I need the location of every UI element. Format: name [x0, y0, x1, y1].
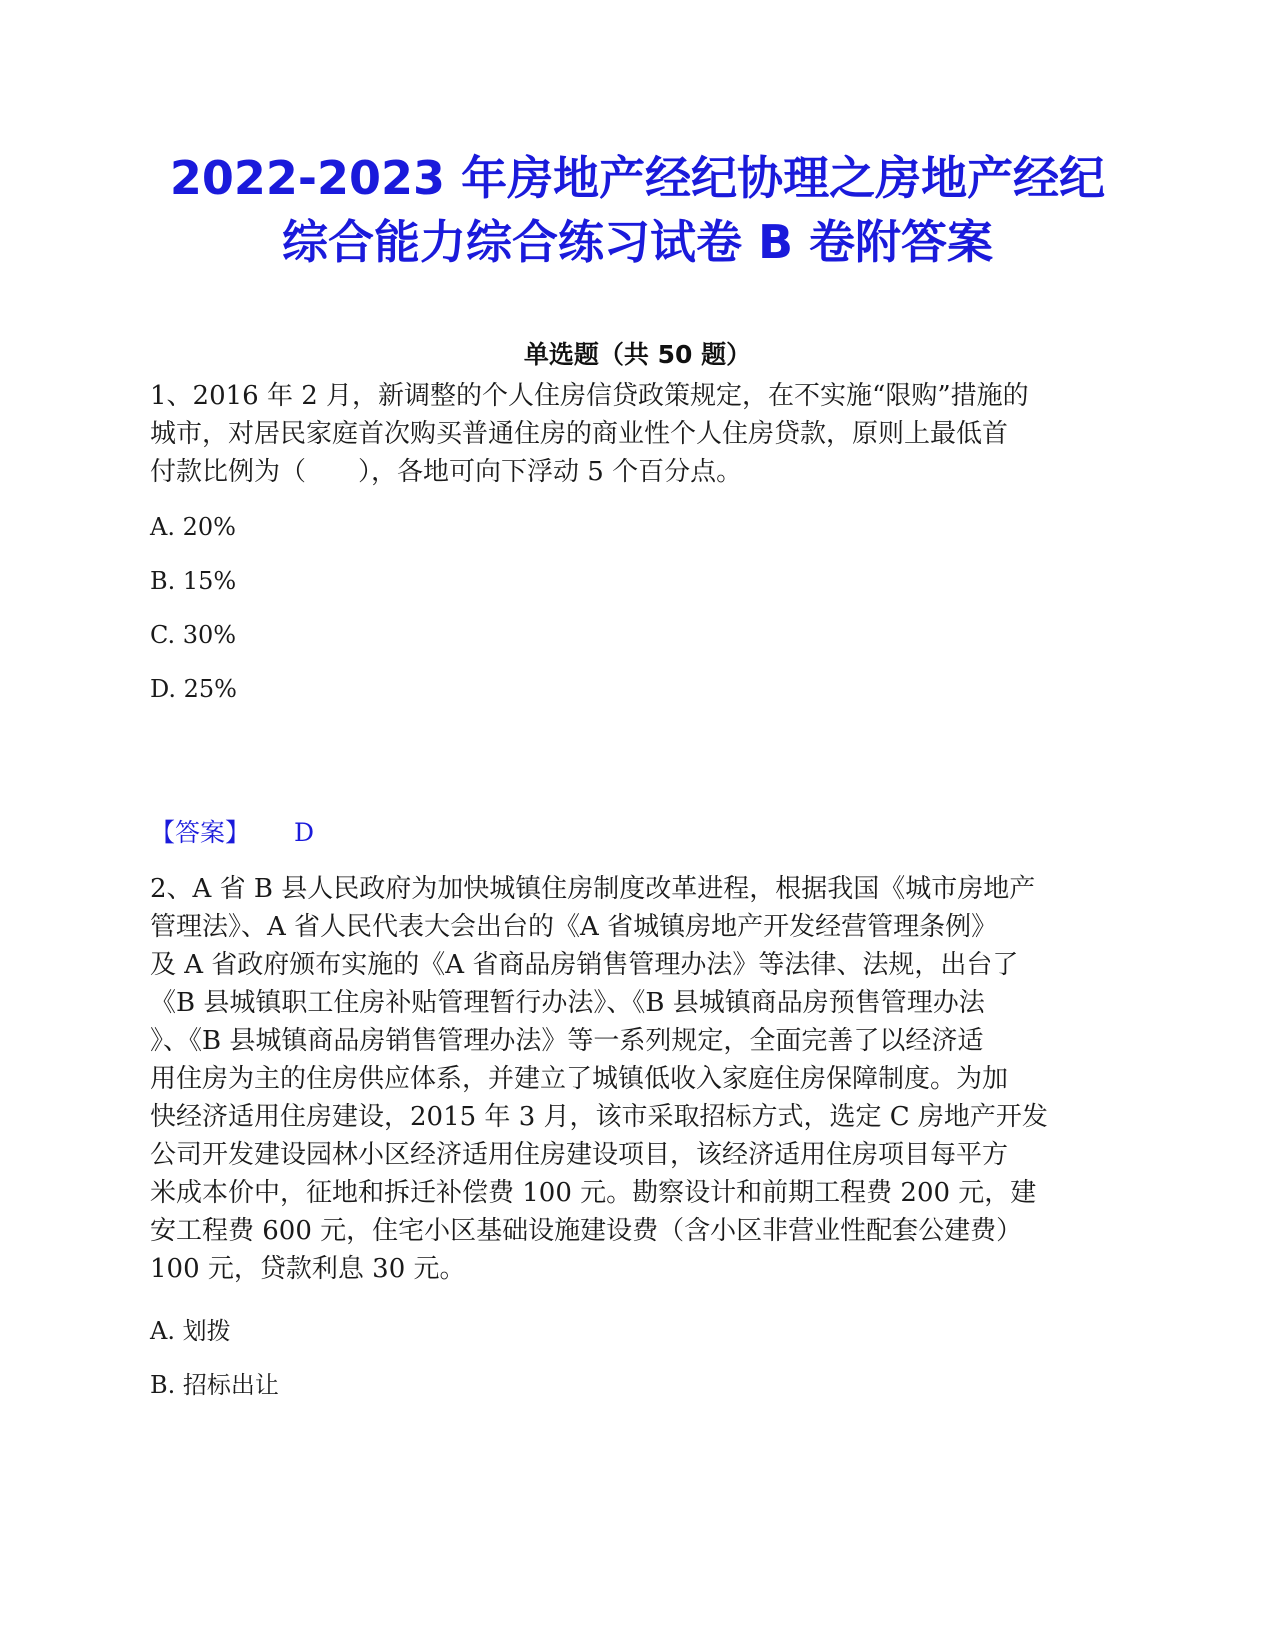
question-2-line-7: 快经济适用住房建设，2015 年 3 月，该市采取招标方式，选定 C 房地产开发 — [150, 1102, 1048, 1132]
question-2-line-8: 公司开发建设园林小区经济适用住房建设项目，该经济适用住房项目每平方 — [150, 1140, 1009, 1170]
answer-value: D — [294, 818, 315, 847]
question-1-option-d: D. 25% — [150, 675, 237, 703]
question-1-line-3: 付款比例为（ ），各地可向下浮动 5 个百分点。 — [150, 457, 743, 487]
question-2-line-5: 》、《B 县城镇商品房销售管理办法》等一系列规定，全面完善了以经济适 — [150, 1026, 984, 1056]
question-2-line-3: 及 A 省政府颁布实施的《A 省商品房销售管理办法》等法律、法规，出台了 — [150, 950, 1019, 980]
question-1-option-b: B. 15% — [150, 567, 237, 595]
question-1-answer — [150, 816, 314, 850]
title-line-1: 2022-2023 年房地产经纪协理之房地产经纪 — [169, 151, 1106, 205]
question-2-line-10: 安工程费 600 元，住宅小区基础设施建设费（含小区非营业性配套公建费） — [150, 1216, 1023, 1246]
section-heading: 单选题（共 50 题） — [523, 340, 752, 369]
question-2-line-11: 100 元，贷款利息 30 元。 — [150, 1254, 466, 1284]
document-title — [110, 146, 1165, 274]
question-2-line-4: 《B 县城镇职工住房补贴管理暂行办法》、《B 县城镇商品房预售管理办法 — [150, 988, 985, 1018]
question-1-line-2: 城市，对居民家庭首次购买普通住房的商业性个人住房贷款，原则上最低首 — [150, 419, 1009, 449]
question-1-line-1: 1、2016 年 2 月，新调整的个人住房信贷政策规定，在不实施“限购”措施的 — [150, 381, 1029, 411]
question-2-option-b: B. 招标出让 — [150, 1371, 279, 1399]
question-2-line-9: 米成本价中，征地和拆迁补偿费 100 元。勘察设计和前期工程费 200 元，建 — [150, 1178, 1037, 1208]
question-2-line-1: 2、A 省 B 县人民政府为加快城镇住房制度改革进程，根据我国《城市房地产 — [150, 874, 1036, 904]
question-2-line-2: 管理法》、A 省人民代表大会出台的《A 省城镇房地产开发经营管理条例》 — [150, 912, 998, 942]
question-2-option-a: A. 划拨 — [150, 1317, 231, 1345]
answer-label: 【答案】 — [150, 818, 251, 847]
question-1-option-a: A. 20% — [150, 513, 236, 541]
question-1-option-c: C. 30% — [150, 621, 237, 649]
question-2-line-6: 用住房为主的住房供应体系，并建立了城镇低收入家庭住房保障制度。为加 — [150, 1064, 1009, 1094]
title-line-2: 综合能力综合练习试卷 B 卷附答案 — [281, 215, 994, 269]
